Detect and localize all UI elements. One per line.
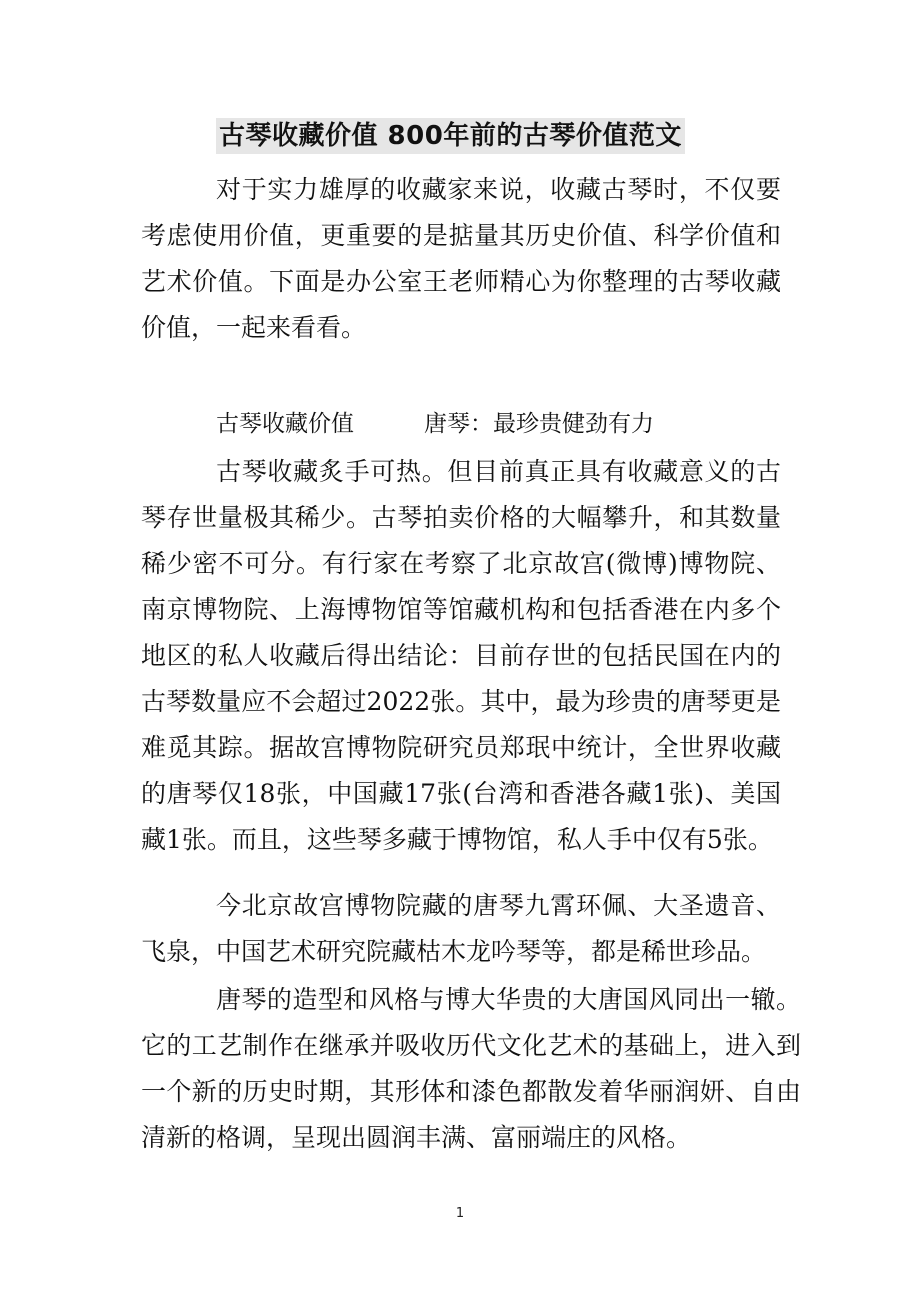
section-heading-topic: 古琴收藏价值: [216, 411, 354, 437]
body-paragraph-2: 今北京故宫博物院藏的唐琴九霄环佩、大圣遗音、飞泉，中国艺术研究院藏枯木龙吟琴等，都是稀世珍品。: [141, 891, 781, 966]
page-number: 1: [455, 1206, 465, 1221]
intro-paragraph: 对于实力雄厚的收藏家来说，收藏古琴时，不仅要考虑使用价值，更重要的是掂量其历史价值、科学价值和艺术价值。下面是办公室王老师精心为你整理的古琴收藏价值，一起来看看。: [141, 175, 781, 342]
document-title: 古琴收藏价值 800年前的古琴价值范文: [216, 118, 685, 154]
body-paragraph-1: 古琴收藏炙手可热。但目前真正具有收藏意义的古琴存世量极其稀少。古琴拍卖价格的大幅攀升，和其数量稀少密不可分。有行家在考察了北京故宫(微博)博物院、南京博物院、上海博物馆等馆藏机构和包括香港在内多个地区的私人收藏后得出结论：目前存世的包括民国在内的古琴数量应不会超过2022张。其中，最为珍贵的唐琴更是难觅其踪。据故宫博物院研究员郑珉中统计，全世界收藏的唐琴仅18张，中国藏17张(台湾和香港各藏1张)、美国藏1张。而且，这些琴多藏于博物馆，私人手中仅有5张。: [141, 457, 781, 854]
section-heading: [216, 401, 654, 447]
section-heading-subtitle: 唐琴：最珍贵健劲有力: [424, 411, 654, 437]
body-paragraph-3: 唐琴的造型和风格与博大华贵的大唐国风同出一辙。它的工艺制作在继承并吸收历代文化艺术的基础上，进入到一个新的历史时期，其形体和漆色都散发着华丽润妍、自由清新的格调，呈现出圆润丰满、富丽端庄的风格。: [141, 985, 801, 1152]
